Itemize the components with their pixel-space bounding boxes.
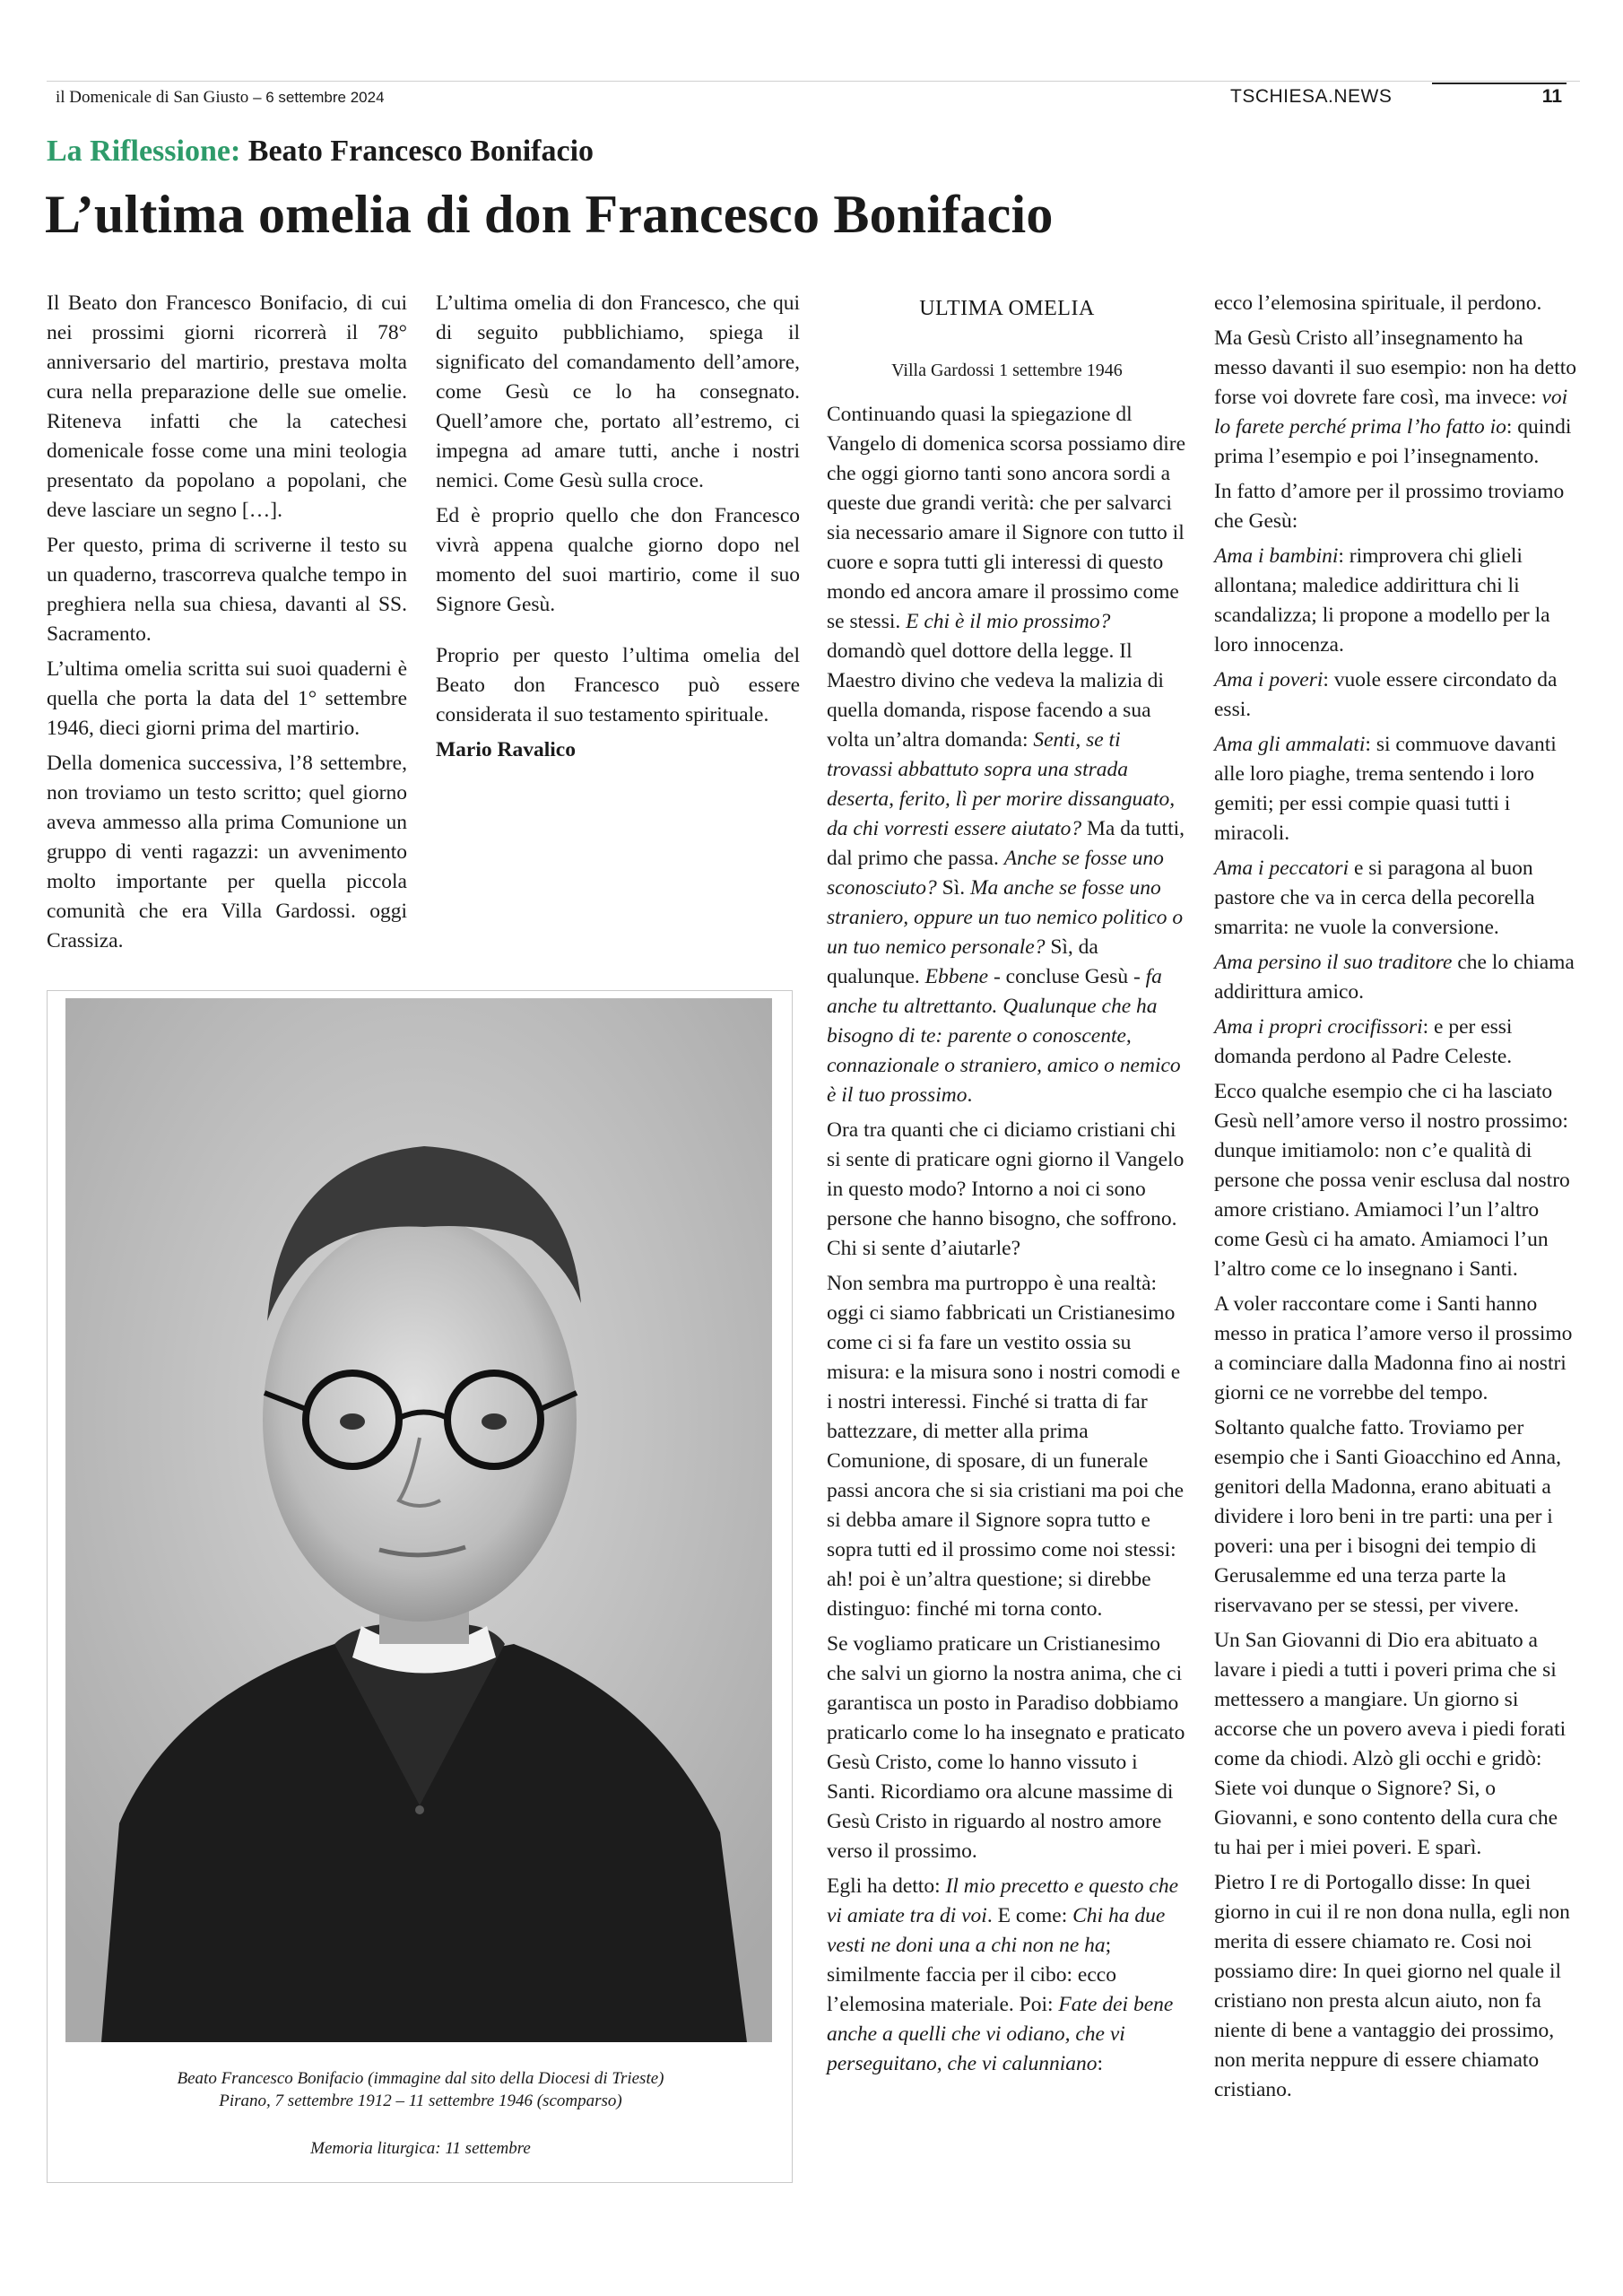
quoted-text: Ma anche se fosse uno straniero, oppure un tuo nemico politico o un tuo nemico personale? xyxy=(827,876,1184,959)
quoted-text: Ama i bambini xyxy=(1214,544,1339,568)
section-kicker xyxy=(47,135,594,169)
text-run: : rimprovera chi glieli allontana; maledice addirittura chi li scandalizza; li propone a modello per la loro innocenza. xyxy=(1214,544,1550,657)
homily-paragraph xyxy=(1214,477,1576,536)
text-run: Pietro I re di Portogallo disse: In quei giorno in cui il re non dona nulla, egli non merita di essere chiamato re. Cosi noi possiamo dire: In quei giorno nel quale il cristiano non presta alcun aiuto, non fa niente di bene a vantaggio dei prossimo, non merita neppure di essere chiamato cristiano. xyxy=(1214,1871,1570,2101)
homily-paragraph xyxy=(1214,289,1576,318)
text-run: Se vogliamo praticare un Cristianesimo che salvi un giorno la nostra anima, che ci garantisca un posto in Paradiso dobbiamo praticarlo come lo ha insegnato e praticato Gesù Cristo, come lo hanno vissuto i Santi. Ricordiamo ora alcune massime di Gesù Cristo in riguardo al nostro amore verso il prossimo. xyxy=(827,1632,1185,1863)
quoted-text: E chi è il mio prossimo? xyxy=(906,610,1111,633)
homily-place-date: Villa Gardossi 1 settembre 1946 xyxy=(891,361,1123,380)
text-run: . xyxy=(967,1083,973,1107)
section-subject: Beato Francesco Bonifacio xyxy=(247,135,595,168)
quoted-text: Anche se fosse uno sconosciuto? xyxy=(827,847,1164,900)
text-run: Sì. xyxy=(936,876,970,900)
intro-column-2 xyxy=(436,289,800,770)
photo-caption-dates: Pirano, 7 settembre 1912 – 11 settembre 1946 (scomparso) xyxy=(219,2092,622,2110)
homily-paragraph xyxy=(1214,665,1576,725)
portrait-illustration xyxy=(65,998,772,2042)
author-signature: Mario Ravalico xyxy=(436,738,576,761)
text-run: : si commuove davanti alle loro piaghe, trema sentendo i loro gemiti; per essi compie quasi tutti i miracoli. xyxy=(1214,733,1557,845)
homily-paragraph xyxy=(1214,1290,1576,1408)
homily-title: ULTIMA OMELIA xyxy=(919,297,1095,320)
text-run: : vuole essere circondato da essi. xyxy=(1214,668,1558,721)
homily-column-1 xyxy=(827,289,1187,2084)
quoted-text: Ama i propri crocifissori xyxy=(1214,1015,1423,1039)
text-run: : xyxy=(1097,2052,1104,2075)
text-run: ecco l’elemosina spirituale, il perdono. xyxy=(1214,291,1542,315)
text-run: : quindi prima l’esempio e poi l’insegnamento. xyxy=(1214,415,1572,468)
portrait-photo xyxy=(65,998,772,2042)
text-run: Un San Giovanni di Dio era abituato a lavare i piedi a tutti i poveri prima che si mettessero a mangiare. Un giorno si accorse che un povero aveva i piedi forati come da chiodi. Alzò gli occhi e gridò: Siete voi dunque o Signore? Si, o Giovanni, e sono contento della cura che tu hai per i miei poveri. E sparì. xyxy=(1214,1629,1567,1859)
quoted-text: Senti, se ti trovassi abbattuto sopra una strada deserta, ferito, lì per morire dissanguato, da chi vorresti essere aiutato? xyxy=(827,728,1176,840)
photo-caption-memorial: Memoria liturgica: 11 settembre xyxy=(310,2139,531,2158)
intro-paragraph: L’ultima omelia scritta sui suoi quaderni è quella che porta la data del 1° settembre 1946, dieci giorni prima del martirio. xyxy=(47,657,407,740)
masthead xyxy=(47,81,1580,117)
text-run: Ecco qualche esempio che ci ha lasciato Gesù nell’amore verso il nostro prossimo: dunque imitiamolo: non c’e qualità di persone che possa venir esclusa dal nostro amore cristiano. Amiamoci l’un l’altro come Gesù ci ha amato. Amiamoci l’un l’altro come ce lo insegnano i Santi. xyxy=(1214,1080,1570,1281)
quoted-text: Ebbene xyxy=(924,965,989,988)
text-run: A voler raccontare come i Santi hanno messo in pratica l’amore verso il prossimo a cominciare dalla Madonna fino ai nostri giorni ce ne vorrebbe del tempo. xyxy=(1214,1292,1573,1405)
homily-paragraph xyxy=(1214,1626,1576,1863)
text-run: Soltanto qualche fatto. Troviamo per esempio che i Santi Gioacchino ed Anna, genitori della Madonna, erano abituati a dividere i loro beni in tre parti: una per i poveri: una per i bisogni dei tempio di Gerusalemme ed una terza parte la riservavano per se stessi, per vivere. xyxy=(1214,1416,1561,1617)
homily-paragraph xyxy=(1214,1077,1576,1284)
publication-info xyxy=(56,88,385,108)
text-run: domandò quel dottore della legge. Il Maestro divino che vedeva la malizia di quella domanda, rispose facendo a sua volta un’altra domanda: xyxy=(827,639,1164,752)
masthead-top-rule xyxy=(47,81,1580,82)
intro-column-1 xyxy=(47,289,407,961)
publication-date: – 6 settembre 2024 xyxy=(253,89,385,106)
homily-paragraph xyxy=(1214,1413,1576,1621)
text-run: Egli ha detto: xyxy=(827,1874,946,1898)
intro-paragraph: Il Beato don Francesco Bonifacio, di cui nei prossimi giorni ricorrerà il 78° anniversario del martirio, prestava molta cura nella preparazione delle sue omelie. Riteneva infatti che la catechesi domenicale fosse come una mini teologia presentato da popolano a popolani, che deve lasciare un segno […]. xyxy=(47,291,407,522)
homily-paragraph xyxy=(1214,1013,1576,1072)
homily-paragraph xyxy=(827,400,1187,1110)
text-run: Non sembra ma purtroppo è una realtà: oggi ci siamo fabbricati un Cristianesimo come ci si fa fare un vestito ossia su misura: e la misura sono i nostri comodi e i nostri interessi. Finché si tratta di far battezzare, di metter alla prima Comunione, di sposare, di un funerale passi ancora che si sia cristiani ma poi che si debba amare il Signore sopra tutto e sopra tutti ed il prossimo come noi stessi: ah! poi è un’altra questione; si direbbe distinguo: finché mi torna conto. xyxy=(827,1272,1185,1621)
intro-paragraph: Per questo, prima di scriverne il testo su un quaderno, trascorreva qualche tempo in preghiera nella sua chiesa, davanti al SS. Sacramento. xyxy=(47,534,407,646)
photo-caption: Beato Francesco Bonifacio (immagine dal sito della Diocesi di Trieste) xyxy=(177,2069,664,2088)
text-run: Continuando quasi la spiegazione dl Vangelo di domenica scorsa possiamo dire che oggi giorno tanti sono ancora sordi a queste due grandi verità: che per salvarci sia necessario amare il Signore con tutto il cuore e sopra tutti gli interessi di questo mondo ed ancora amare il prossimo come se stessi. xyxy=(827,403,1186,633)
text-run: che lo chiama addirittura amico. xyxy=(1214,951,1575,1004)
quoted-text: Il mio precetto e questo che vi amiate tra di voi xyxy=(827,1874,1178,1927)
quoted-text: Chi ha due vesti ne doni una a chi non ne ha xyxy=(827,1904,1166,1957)
homily-paragraph xyxy=(827,1630,1187,1866)
homily-body-continued xyxy=(1214,289,1576,2105)
homily-paragraph xyxy=(1214,948,1576,1007)
section-label: La Riflessione: xyxy=(47,135,241,168)
homily-paragraph xyxy=(1214,854,1576,943)
site-name: TSCHIESA.NEWS xyxy=(1230,86,1393,107)
text-run: e si paragona al buon pastore che va in cerca della pecorella smarrita: ne vuole la conversione. xyxy=(1214,857,1535,939)
text-run: Ma Gesù Cristo all’insegnamento ha messo davanti il suo esempio: non ha detto forse voi dovrete fare così, ma invece: xyxy=(1214,326,1577,409)
masthead-rule xyxy=(1432,83,1567,84)
quoted-text: voi lo farete perché prima l’ho fatto io xyxy=(1214,386,1568,439)
text-run: ; similmente faccia per il cibo: ecco l’elemosina materiale. Poi: xyxy=(827,1934,1116,2016)
homily-column-2 xyxy=(1214,289,1576,2110)
homily-body xyxy=(827,400,1187,2079)
text-run: . E come: xyxy=(986,1904,1073,1927)
quoted-text: Fate dei bene anche a quelli che vi odiano, che vi perseguitano, che vi calunniano xyxy=(827,1993,1174,2075)
homily-paragraph xyxy=(1214,730,1576,848)
publication-name: il Domenicale di San Giusto xyxy=(56,88,249,107)
quoted-text: Ama gli ammalati xyxy=(1214,733,1366,756)
homily-paragraph xyxy=(1214,1868,1576,2105)
homily-paragraph xyxy=(827,1269,1187,1624)
intro-paragraph: Ed è proprio quello che don Francesco vivrà appena qualche giorno dopo nel momento del suoi martirio, come il suo Signore Gesù. xyxy=(436,504,800,616)
text-run: - concluse Gesù - xyxy=(988,965,1146,988)
quoted-text: Ama i poveri xyxy=(1214,668,1324,691)
text-run: Ma da tutti, dal primo che passa. xyxy=(827,817,1185,870)
intro-paragraph: L’ultima omelia di don Francesco, che qui di seguito pubblichiamo, spiega il significato del comandamento dell’amore, come Gesù ce lo ha consegnato. Quell’amore che, portato all’estremo, ci impegna ad amare tutti, anche i nostri nemici. Come Gesù sulla croce. xyxy=(436,291,800,492)
quoted-text: fa anche tu altrettanto. Qualunque che ha bisogno di te: parente o conoscente, connazionale o straniero, amico o nemico è il tuo prossimo xyxy=(827,965,1181,1107)
homily-paragraph xyxy=(827,1872,1187,2079)
homily-paragraph xyxy=(1214,324,1576,472)
intro-paragraph: Della domenica successiva, l’8 settembre, non troviamo un testo scritto; quel giorno aveva ammesso alla prima Comunione un gruppo di venti ragazzi: un avvenimento molto importante per quella piccola comunità che era Villa Gardossi. oggi Crassiza. xyxy=(47,752,407,952)
quoted-text: Ama i peccatori xyxy=(1214,857,1350,880)
text-run: In fatto d’amore per il prossimo troviamo che Gesù: xyxy=(1214,480,1565,533)
homily-paragraph xyxy=(1214,542,1576,660)
intro-paragraph: Proprio per questo l’ultima omelia del Beato don Francesco può essere considerata il suo testamento spirituale. xyxy=(436,644,800,726)
text-run: : e per essi domanda perdono al Padre Celeste. xyxy=(1214,1015,1513,1068)
page-title: L’ultima omelia di don Francesco Bonifacio xyxy=(45,185,1054,244)
page-number: 11 xyxy=(1541,86,1562,107)
text-run: Sì, da qualunque. xyxy=(827,935,1098,988)
homily-paragraph xyxy=(827,1116,1187,1264)
quoted-text: Ama persino il suo traditore xyxy=(1214,951,1453,974)
text-run: Ora tra quanti che ci diciamo cristiani chi si sente di praticare ogni giorno il Vangelo in questo modo? Intorno a noi ci sono persone che hanno bisogno, che soffrono. Chi si sente d’aiutarle? xyxy=(827,1118,1185,1260)
portrait-figure xyxy=(47,990,793,2183)
